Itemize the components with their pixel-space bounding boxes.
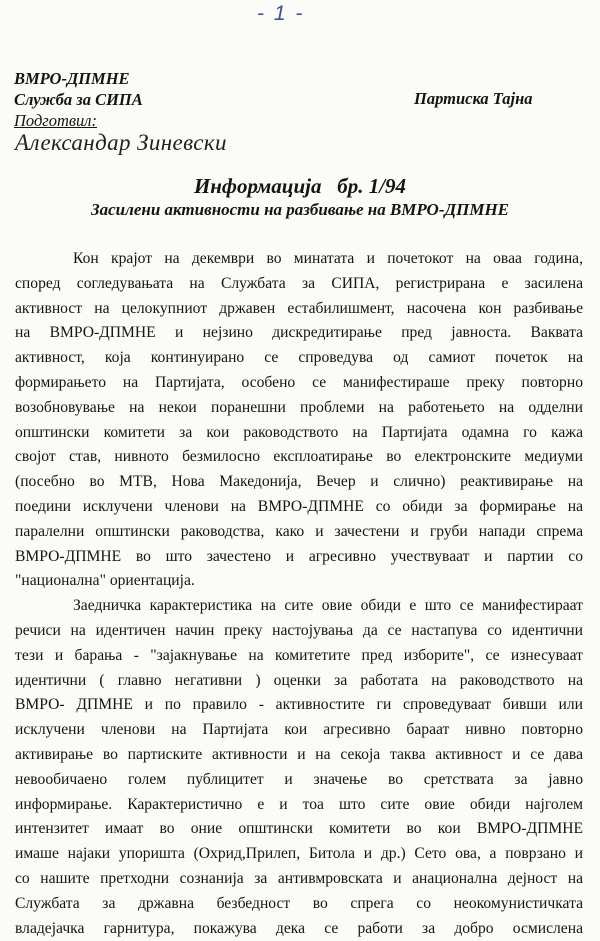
body-line: формирањето на Партијата, особено се манифестираше преку повторно [15, 373, 583, 391]
body-line: активирање во партиските активности и на секоја таква активност и се дава [15, 745, 583, 763]
body-line: речиси на идентичен начин преку настојувања да се настапува со идентични [15, 621, 583, 639]
body-line: возобновување на некои поранешни проблеми на работењето на одделни [15, 398, 583, 416]
body-line: паралелни општински раководства, како и зачестени и груби напади спрема [15, 522, 583, 540]
page-number: - 1 - [257, 2, 305, 25]
body-line: информирање. Карактеристично е и тоа што сите овие обиди најголем [15, 795, 583, 813]
body-line: владејачка гарнитура, покажува дека се работи за добро осмислена [15, 919, 583, 937]
body-line: активност на целокупниот државен естабилишмент, насочена кон разбивање [15, 299, 583, 317]
body-line: според согледувањата на Службата за СИПА, регистрирана е засилена [15, 274, 583, 292]
body-line: својот став, нивното безмилосно експлоатирање во електронските медиуми [15, 448, 583, 466]
classification-label: Партиска Тајна [414, 89, 533, 108]
body-line: тези и барања - "зајакнување на комитетите пред изборите", се изнесуваат [15, 646, 583, 664]
body-line: имаше најаки упоришта (Охрид,Прилеп, Битола и др.) Сето ова, а поврзано и [15, 845, 583, 863]
body-line: Кон крајот на декември во минатата и почетокот на оваа година, [73, 250, 583, 267]
document-body [15, 247, 583, 941]
body-line: ВМРО- ДПМНЕ и по правило - активностите ги спроведуваат бивши или [15, 696, 583, 714]
header-block [14, 68, 143, 131]
body-line: Заедничка карактеристика на сите овие обиди е што се манифестираат [73, 597, 583, 615]
document-title: Информација бр. 1/94 [193, 174, 407, 198]
body-line: интензитет имаат во оние општински комитети во кои ВМРО-ДПМНЕ [15, 820, 583, 838]
body-line: "национална" ориентација. [15, 572, 195, 590]
body-line: Службата за државна безбедност во спрега со неокомунистичката [15, 894, 583, 912]
org-name: ВМРО-ДПМНЕ [14, 69, 130, 88]
body-line: (посебно во МТВ, Нова Македонија, Вечер и слично) реактивирање на [15, 473, 583, 491]
department-name: Служба за СИПА [14, 90, 143, 109]
body-line: исклучени членови на Партијата кои агресивно бараат нивно повторно [15, 721, 583, 739]
body-line: општински комитети за кои раководството на Партијата одамна го кажа [15, 423, 583, 441]
prepared-by-label: Подготвил: [14, 111, 97, 130]
document-subtitle: Засилени активности на разбивање на ВМРО-ДПМНЕ [90, 200, 510, 219]
body-line: невообичаено голем публицитет и значење во сретствата за јавно [15, 770, 583, 788]
body-line: активност, која континуирано се спроведува од самиот почеток на [15, 349, 583, 367]
body-line: идентични ( главно негативни ) оценки за работата на раководството на [15, 671, 583, 689]
author-name: Александар Зиневски [15, 130, 227, 155]
body-line: со нашите претходни сознанија за антивмровската и анационална дејност на [15, 869, 583, 887]
body-line: поедини исклучени членови на ВМРО-ДПМНЕ со обиди за формирање на [15, 497, 583, 515]
body-line: ВМРО-ДПМНЕ во што зачестено и агресивно учествуваат и партии со [15, 547, 583, 565]
body-line: на ВМРО-ДПМНЕ и нејзино дискредитирање пред јавноста. Ваквата [15, 324, 583, 342]
